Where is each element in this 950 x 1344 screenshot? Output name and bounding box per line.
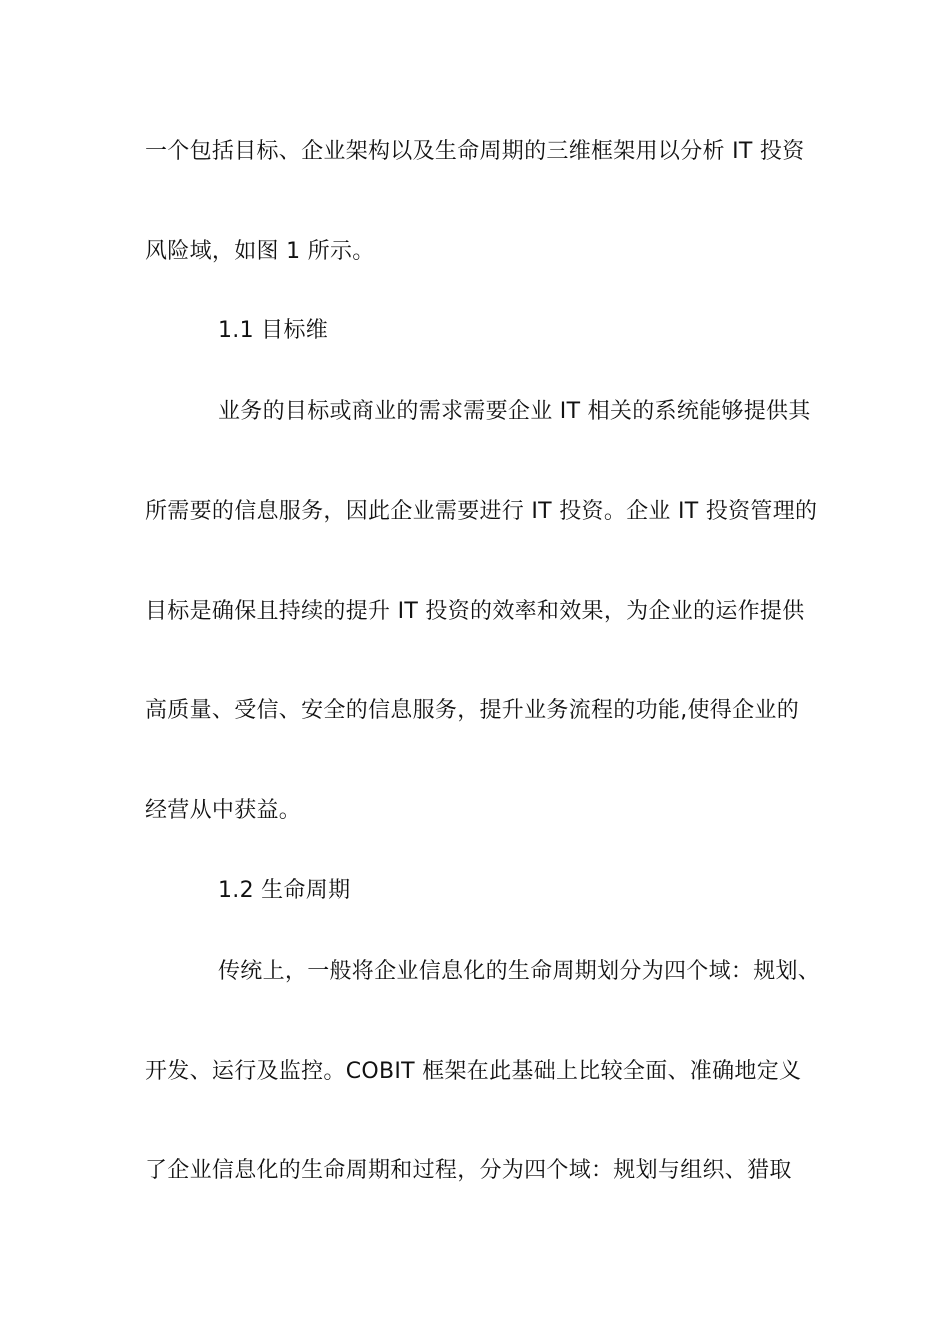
section-heading: 1.2 生命周期 [218, 878, 351, 903]
paragraph-line: 风险域，如图 1 所示。 [145, 239, 375, 264]
paragraph-line: 传统上，一般将企业信息化的生命周期划分为四个域：规划、 [218, 959, 821, 984]
paragraph-line: 经营从中获益。 [145, 798, 302, 823]
paragraph-line: 所需要的信息服务，因此企业需要进行 IT 投资。企业 IT 投资管理的 [145, 499, 818, 524]
paragraph-line: 目标是确保且持续的提升 IT 投资的效率和效果，为企业的运作提供 [145, 599, 805, 624]
paragraph-line: 开发、运行及监控。COBIT 框架在此基础上比较全面、准确地定义 [145, 1059, 802, 1084]
paragraph-line: 了企业信息化的生命周期和过程，分为四个域：规划与组织、猎取 [145, 1158, 792, 1183]
paragraph-line: 一个包括目标、企业架构以及生命周期的三维框架用以分析 IT 投资 [145, 139, 805, 164]
paragraph-line: 高质量、受信、安全的信息服务，提升业务流程的功能,使得企业的 [145, 698, 799, 723]
section-heading: 1.1 目标维 [218, 318, 329, 343]
paragraph-line: 业务的目标或商业的需求需要企业 IT 相关的系统能够提供其 [218, 399, 811, 424]
